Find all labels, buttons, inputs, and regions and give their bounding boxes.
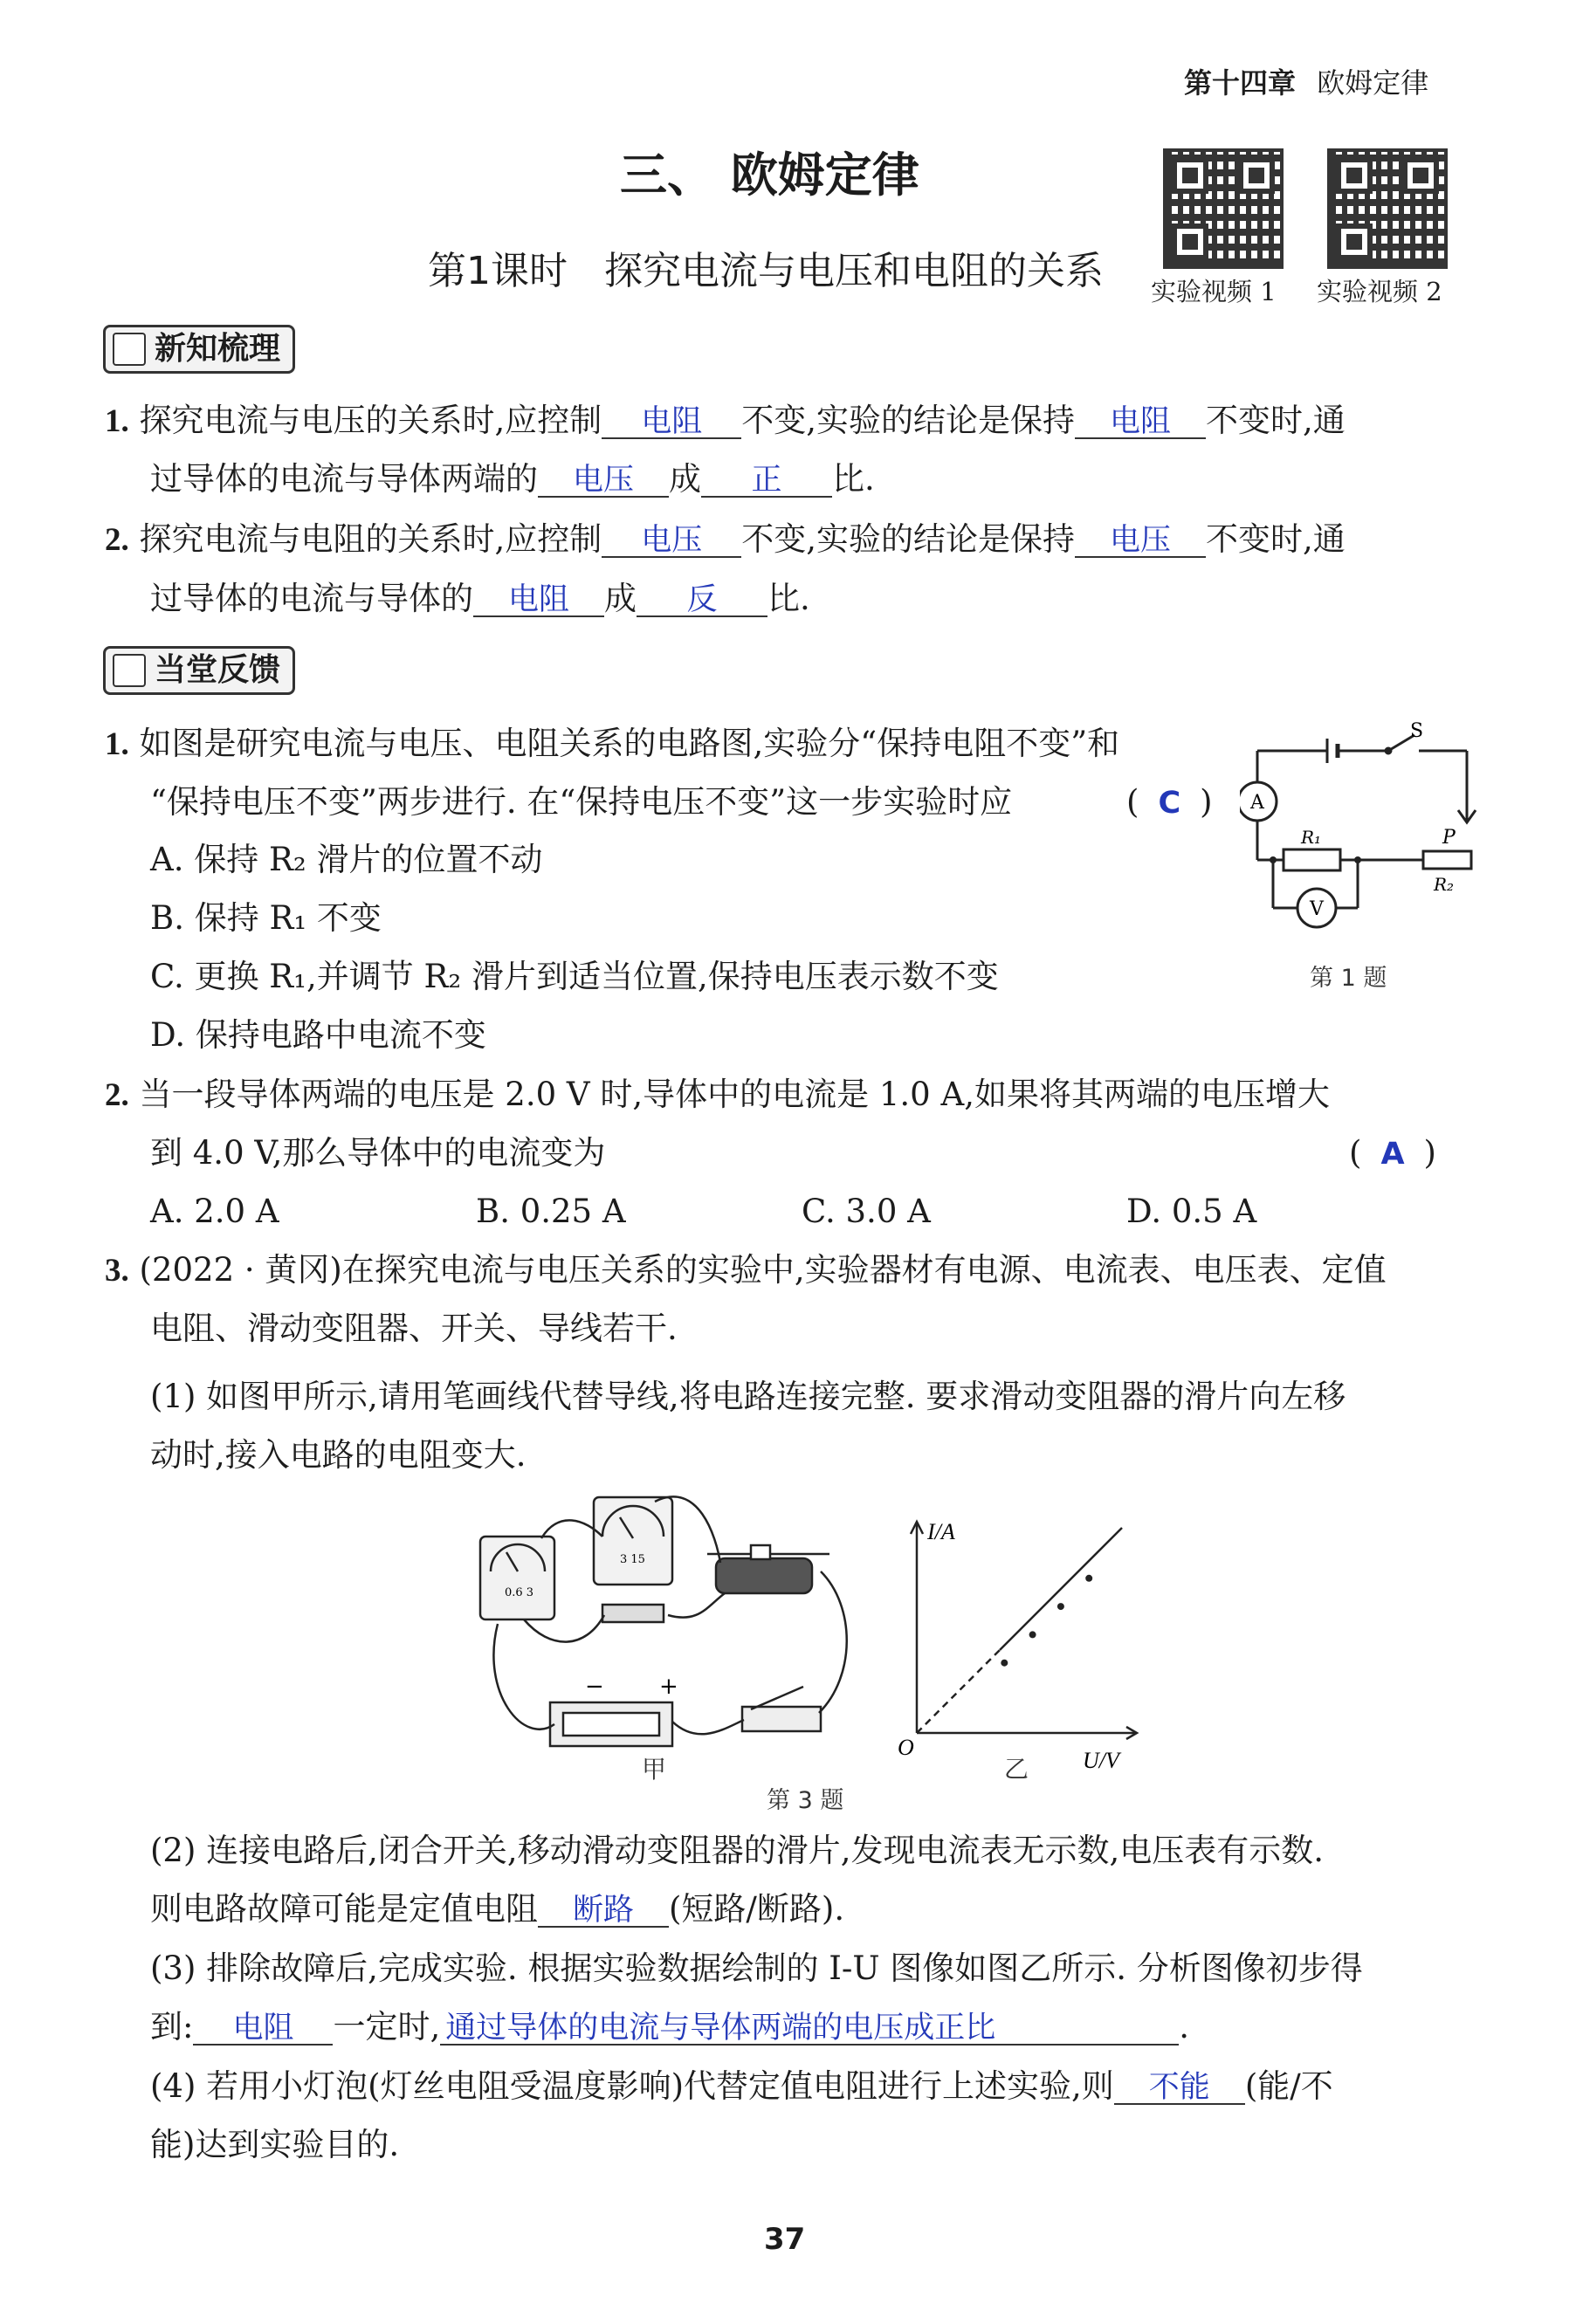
r2-label: R₂ [1434, 874, 1455, 895]
answer-blank: 电压 [602, 521, 741, 558]
option-c: C. 更换 R₁,并调节 R₂ 滑片到适当位置,保持电压表示数不变 [150, 958, 999, 995]
apparatus-figure [471, 1484, 864, 1772]
section-heading-new-knowledge [103, 325, 295, 374]
q2-option-a: A. 2.0 A [150, 1193, 279, 1230]
chapter-number: 第十四章 [1184, 66, 1297, 100]
data-point [1057, 1603, 1064, 1610]
graph-ylabel: I/A [927, 1519, 955, 1544]
figure-caption-q3: 第 3 题 [767, 1787, 844, 1814]
s2-q3-p4-line1 [150, 2067, 1333, 2106]
figure-label-jia: 甲 [642, 1755, 667, 1784]
text: 成 [669, 460, 701, 498]
section-heading-class-feedback [103, 646, 295, 695]
s2-q1-answer-paren [1126, 783, 1213, 822]
fit-line-solid [1000, 1528, 1122, 1650]
s1-q1-line2 [150, 460, 875, 498]
question-number: 2. [105, 1077, 129, 1113]
qr-label-2: 实验视频 2 [1317, 277, 1442, 306]
s2-q3-line1 [105, 1251, 1387, 1290]
figure-caption-q1: 第 1 题 [1310, 965, 1387, 992]
qr-code-video-2[interactable] [1327, 148, 1448, 269]
s2-q3-p4-line2: 能)达到实验目的. [150, 2126, 400, 2163]
text: (2022 · 黄冈)在探究电流与电压关系的实验中,实验器材有电源、电流表、电压表、定值 [139, 1251, 1387, 1289]
s2-q2-line2: 到 4.0 V,那么导体中的电流变为 [150, 1134, 606, 1172]
text: 成 [604, 580, 637, 617]
chapter-header [1184, 61, 1428, 101]
s2-q3-p3-line2 [150, 2008, 1189, 2046]
text: 当一段导体两端的电压是 2.0 V 时,导体中的电流是 1.0 A,如果将其两端的电压增大 [139, 1076, 1330, 1113]
chapter-title: 欧姆定律 [1317, 66, 1429, 100]
data-point [1001, 1660, 1008, 1667]
s2-q3-p2-line2 [150, 1890, 844, 1929]
data-points [1001, 1575, 1092, 1667]
answer-blank: 电阻 [193, 2009, 333, 2046]
section-title: 当堂反馈 [155, 652, 281, 688]
text: (短路/断路). [669, 1890, 845, 1928]
text: 探究电流与电阻的关系时,应控制 [139, 520, 602, 558]
s2-q2-line1 [105, 1076, 1330, 1115]
text: 到: [150, 2008, 194, 2046]
iu-graph [891, 1515, 1153, 1777]
figure-label-yi: 乙 [1004, 1755, 1029, 1784]
r1-label: R₁ [1301, 827, 1322, 848]
option-d: D. 保持电路中电流不变 [150, 1016, 486, 1054]
q2-option-c: C. 3.0 A [802, 1193, 931, 1230]
text: 过导体的电流与导体的 [150, 580, 473, 617]
data-point [1029, 1631, 1036, 1638]
qr-label-1: 实验视频 1 [1151, 277, 1277, 306]
voltmeter-label: V [1310, 898, 1324, 920]
paren: ) [1200, 783, 1213, 821]
option-b: B. 保持 R₁ 不变 [150, 899, 382, 937]
page-title: 三、 欧姆定律 [620, 148, 919, 203]
q2-option-b: B. 0.25 A [476, 1193, 626, 1230]
s2-q3-p2-line1: (2) 连接电路后,闭合开关,移动滑动变阻器的滑片,发现电流表无示数,电压表有示数. [150, 1832, 1324, 1869]
paren: ) [1423, 1134, 1436, 1172]
graph-origin: O [898, 1735, 914, 1760]
text: 不变时,通 [1206, 520, 1346, 558]
lesson-subtitle: 第1课时 探究电流与电压和电阻的关系 [428, 249, 1104, 293]
data-point [1085, 1575, 1092, 1582]
answer-blank: 电阻 [473, 581, 604, 617]
section-title: 新知梳理 [155, 331, 281, 367]
s2-q1-line2 [150, 783, 1012, 822]
question-number: 1. [105, 403, 129, 439]
ammeter-label: A [1250, 792, 1264, 814]
text: 比. [767, 580, 810, 617]
minus-terminal: − [585, 1674, 604, 1700]
s2-q3-line2: 电阻、滑动变阻器、开关、导线若干. [150, 1310, 678, 1347]
answer-blank: 不能 [1114, 2068, 1245, 2105]
choice-answer: C [1158, 786, 1181, 821]
answer-blank: 电压 [1075, 521, 1206, 558]
question-number: 2. [105, 522, 129, 558]
s1-q2-line1 [105, 520, 1346, 560]
pencil-icon [113, 654, 146, 687]
s2-q3-p1-line1: (1) 如图甲所示,请用笔画线代替导线,将电路连接完整. 要求滑动变阻器的滑片向左移 [150, 1378, 1346, 1415]
answer-blank: 电压 [538, 461, 669, 498]
question-number: 1. [105, 726, 129, 762]
qr-code-video-1[interactable] [1163, 148, 1284, 269]
text: 过导体的电流与导体两端的 [150, 460, 538, 498]
text: 不变,实验的结论是保持 [741, 520, 1076, 558]
option-a: A. 保持 R₂ 滑片的位置不动 [150, 841, 543, 878]
s1-q2-line2 [150, 580, 810, 618]
s2-q2-answer-paren [1349, 1134, 1436, 1173]
ammeter-scale: 0.6 3 [505, 1586, 534, 1599]
s2-q3-p1-line2: 动时,接入电路的电阻变大. [150, 1436, 527, 1474]
graph-xlabel: U/V [1083, 1748, 1119, 1773]
switch-label: S [1410, 720, 1424, 742]
fit-line-dashed [917, 1650, 1000, 1733]
text: (4) 若用小灯泡(灯丝电阻受温度影响)代替定值电阻进行上述实验,则 [150, 2067, 1114, 2105]
s1-q1-line1 [105, 402, 1346, 441]
answer-blank: 电阻 [602, 402, 741, 439]
text: 不变,实验的结论是保持 [741, 402, 1076, 439]
text: . [1179, 2008, 1189, 2046]
circuit-diagram [1240, 716, 1484, 952]
text: 一定时, [333, 2008, 441, 2046]
answer-blank: 通过导体的电流与导体两端的电压成正比 [440, 2009, 1179, 2046]
text: 则电路故障可能是定值电阻 [150, 1890, 538, 1928]
voltmeter-scale: 3 15 [620, 1553, 645, 1566]
question-number: 3. [105, 1253, 129, 1289]
answer-blank: 电阻 [1075, 402, 1206, 439]
text: 不变时,通 [1206, 402, 1346, 439]
notebook-icon [113, 333, 146, 366]
answer-blank: 反 [637, 581, 767, 617]
text: 比. [832, 460, 875, 498]
text: “保持电压不变”两步进行. 在“保持电压不变”这一步实验时应 [150, 783, 1013, 821]
slider-label: P [1442, 827, 1456, 849]
page-number: 37 [764, 2222, 806, 2257]
paren: ( [1349, 1134, 1362, 1172]
paren: ( [1126, 783, 1139, 821]
s2-q3-p3-line1: (3) 排除故障后,完成实验. 根据实验数据绘制的 I-U 图像如图乙所示. 分析图像初步得 [150, 1949, 1363, 1987]
text: (能/不 [1244, 2067, 1333, 2105]
answer-blank: 正 [701, 461, 832, 498]
text: 探究电流与电压的关系时,应控制 [139, 402, 602, 439]
q2-option-d: D. 0.5 A [1126, 1193, 1257, 1230]
choice-answer: A [1380, 1137, 1405, 1172]
s2-q1-line1 [105, 725, 1119, 764]
answer-blank: 断路 [538, 1891, 669, 1928]
plus-terminal: + [659, 1674, 678, 1700]
text: 如图是研究电流与电压、电阻关系的电路图,实验分“保持电阻不变”和 [139, 725, 1120, 762]
